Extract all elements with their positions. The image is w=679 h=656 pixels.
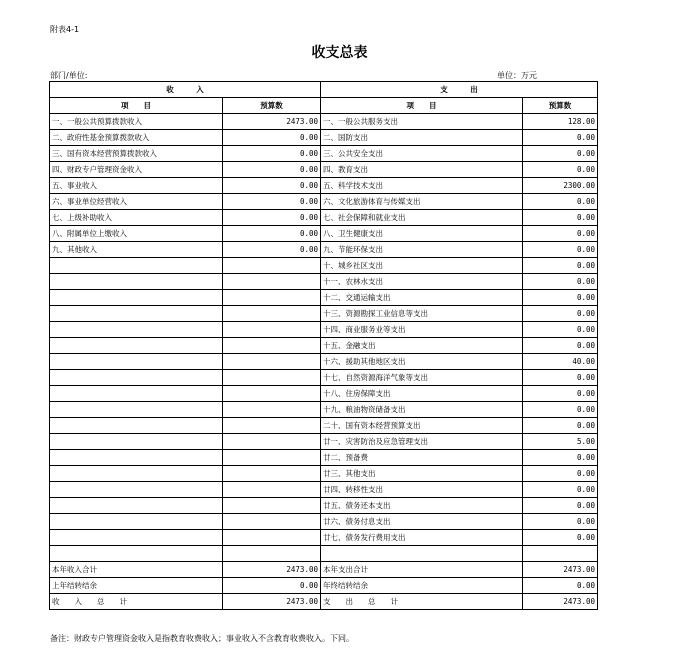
expense-item-cell: 十三、资源勘探工业信息等支出 xyxy=(321,306,523,322)
income-value-cell xyxy=(223,530,321,546)
total-row xyxy=(50,578,598,594)
expense-item-cell: 十六、援助其他地区支出 xyxy=(321,354,523,370)
expense-value-cell: 0.00 xyxy=(523,386,598,402)
income-item-cell xyxy=(50,434,223,450)
column-header-row xyxy=(50,98,598,114)
expense-item-cell: 十五、金融支出 xyxy=(321,338,523,354)
expense-item-cell: 廿三、其他支出 xyxy=(321,466,523,482)
income-value-cell xyxy=(223,402,321,418)
table-row xyxy=(50,402,598,418)
income-item-cell xyxy=(50,546,223,562)
income-value-cell xyxy=(223,434,321,450)
income-item-cell xyxy=(50,482,223,498)
expense-value-cell: 0.00 xyxy=(523,194,598,210)
table-row xyxy=(50,354,598,370)
income-item-cell: 一、一般公共预算拨款收入 xyxy=(50,114,223,130)
table-row xyxy=(50,514,598,530)
income-value-cell: 0.00 xyxy=(223,130,321,146)
income-budget-header: 预算数 xyxy=(223,98,321,114)
income-value-cell xyxy=(223,418,321,434)
income-item-cell: 二、政府性基金预算拨款收入 xyxy=(50,130,223,146)
income-item-cell: 九、其他收入 xyxy=(50,242,223,258)
expense-item-cell: 廿六、债务付息支出 xyxy=(321,514,523,530)
table-row xyxy=(50,370,598,386)
expense-item-cell: 廿二、预备费 xyxy=(321,450,523,466)
income-item-cell xyxy=(50,450,223,466)
table-row xyxy=(50,498,598,514)
expense-value-cell: 128.00 xyxy=(523,114,598,130)
table-row xyxy=(50,178,598,194)
expense-value-cell: 0.00 xyxy=(523,402,598,418)
income-item-cell: 五、事业收入 xyxy=(50,178,223,194)
income-total-value: 2473.00 xyxy=(223,562,321,578)
income-value-cell xyxy=(223,338,321,354)
income-item-cell xyxy=(50,258,223,274)
expense-value-cell xyxy=(523,546,598,562)
table-row xyxy=(50,450,598,466)
expense-header: 支 出 xyxy=(321,82,598,98)
income-value-cell xyxy=(223,354,321,370)
table-row xyxy=(50,290,598,306)
expense-total-value: 2473.00 xyxy=(523,562,598,578)
income-item-header: 项 目 xyxy=(50,98,223,114)
table-row xyxy=(50,322,598,338)
income-item-cell xyxy=(50,274,223,290)
table-row xyxy=(50,338,598,354)
expense-value-cell: 0.00 xyxy=(523,162,598,178)
table-row xyxy=(50,482,598,498)
income-value-cell xyxy=(223,322,321,338)
expense-value-cell: 0.00 xyxy=(523,466,598,482)
income-item-cell xyxy=(50,514,223,530)
table-row xyxy=(50,162,598,178)
expense-total-label: 年终结转结余 xyxy=(321,578,523,594)
expense-item-cell: 十二、交通运输支出 xyxy=(321,290,523,306)
table-row xyxy=(50,546,598,562)
income-value-cell: 0.00 xyxy=(223,178,321,194)
expense-value-cell: 0.00 xyxy=(523,322,598,338)
income-total-label: 上年结转结余 xyxy=(50,578,223,594)
expense-value-cell: 0.00 xyxy=(523,498,598,514)
income-total-value: 0.00 xyxy=(223,578,321,594)
expense-value-cell: 0.00 xyxy=(523,290,598,306)
income-item-cell xyxy=(50,354,223,370)
income-item-cell xyxy=(50,402,223,418)
income-value-cell xyxy=(223,546,321,562)
income-value-cell: 2473.00 xyxy=(223,114,321,130)
expense-value-cell: 0.00 xyxy=(523,226,598,242)
table-row xyxy=(50,146,598,162)
expense-value-cell: 0.00 xyxy=(523,450,598,466)
income-item-cell: 八、附属单位上缴收入 xyxy=(50,226,223,242)
table-row xyxy=(50,466,598,482)
expense-item-cell: 三、公共安全支出 xyxy=(321,146,523,162)
expense-item-cell: 四、教育支出 xyxy=(321,162,523,178)
table-row xyxy=(50,258,598,274)
expense-value-cell: 0.00 xyxy=(523,146,598,162)
income-value-cell: 0.00 xyxy=(223,162,321,178)
income-header: 收 入 xyxy=(50,82,321,98)
expense-item-cell xyxy=(321,546,523,562)
expense-value-cell: 0.00 xyxy=(523,242,598,258)
expense-item-cell: 十四、商业服务业等支出 xyxy=(321,322,523,338)
income-total-label: 收 入 总 计 xyxy=(50,594,223,610)
income-item-cell xyxy=(50,418,223,434)
expense-total-value: 0.00 xyxy=(523,578,598,594)
total-row xyxy=(50,594,598,610)
income-value-cell xyxy=(223,482,321,498)
expense-value-cell: 0.00 xyxy=(523,514,598,530)
expense-value-cell: 0.00 xyxy=(523,530,598,546)
table-row xyxy=(50,386,598,402)
expense-item-cell: 九、节能环保支出 xyxy=(321,242,523,258)
table-row xyxy=(50,242,598,258)
footnote: 备注：财政专户管理资金收入是指教育收费收入；事业收入不含教育收费收入。下同。 xyxy=(50,634,354,643)
department-label: 部门/单位: xyxy=(50,71,88,80)
unit-label: 单位：万元 xyxy=(497,71,537,80)
expense-item-cell: 廿四、转移性支出 xyxy=(321,482,523,498)
table-row xyxy=(50,418,598,434)
expense-value-cell: 5.00 xyxy=(523,434,598,450)
expense-item-cell: 廿一、灾害防治及应急管理支出 xyxy=(321,434,523,450)
income-value-cell: 0.00 xyxy=(223,210,321,226)
expense-value-cell: 0.00 xyxy=(523,418,598,434)
income-item-cell xyxy=(50,290,223,306)
income-item-cell xyxy=(50,306,223,322)
income-value-cell: 0.00 xyxy=(223,194,321,210)
total-row xyxy=(50,562,598,578)
expense-item-cell: 七、社会保障和就业支出 xyxy=(321,210,523,226)
income-item-cell: 三、国有资本经营预算拨款收入 xyxy=(50,146,223,162)
income-value-cell xyxy=(223,306,321,322)
expense-item-cell: 十一、农林水支出 xyxy=(321,274,523,290)
expense-item-cell: 八、卫生健康支出 xyxy=(321,226,523,242)
expense-budget-header: 预算数 xyxy=(523,98,598,114)
table-row xyxy=(50,434,598,450)
income-value-cell xyxy=(223,370,321,386)
table-row xyxy=(50,226,598,242)
expense-total-label: 支 出 总 计 xyxy=(321,594,523,610)
table-row xyxy=(50,274,598,290)
expense-value-cell: 0.00 xyxy=(523,482,598,498)
table-row xyxy=(50,114,598,130)
expense-item-cell: 十八、住房保障支出 xyxy=(321,386,523,402)
expense-value-cell: 0.00 xyxy=(523,258,598,274)
table-row xyxy=(50,306,598,322)
income-total-value: 2473.00 xyxy=(223,594,321,610)
income-item-cell: 四、财政专户管理资金收入 xyxy=(50,162,223,178)
income-total-label: 本年收入合计 xyxy=(50,562,223,578)
expense-item-header: 项 目 xyxy=(321,98,523,114)
income-item-cell xyxy=(50,338,223,354)
expense-item-cell: 二十、国有资本经营预算支出 xyxy=(321,418,523,434)
income-item-cell: 六、事业单位经营收入 xyxy=(50,194,223,210)
income-item-cell xyxy=(50,370,223,386)
expense-value-cell: 0.00 xyxy=(523,338,598,354)
income-item-cell xyxy=(50,386,223,402)
expense-value-cell: 0.00 xyxy=(523,130,598,146)
income-item-cell xyxy=(50,322,223,338)
attachment-number: 附表4-1 xyxy=(50,25,80,34)
page-title: 收支总表 xyxy=(311,45,368,61)
income-value-cell xyxy=(223,386,321,402)
income-value-cell xyxy=(223,514,321,530)
expense-item-cell: 十九、粮油物资储备支出 xyxy=(321,402,523,418)
income-value-cell xyxy=(223,274,321,290)
expense-value-cell: 0.00 xyxy=(523,210,598,226)
income-value-cell xyxy=(223,290,321,306)
expense-value-cell: 40.00 xyxy=(523,354,598,370)
expense-item-cell: 五、科学技术支出 xyxy=(321,178,523,194)
income-value-cell: 0.00 xyxy=(223,226,321,242)
table-row xyxy=(50,194,598,210)
table-row xyxy=(50,130,598,146)
income-value-cell xyxy=(223,450,321,466)
expense-value-cell: 0.00 xyxy=(523,306,598,322)
expense-item-cell: 一、一般公共服务支出 xyxy=(321,114,523,130)
income-item-cell xyxy=(50,530,223,546)
expense-value-cell: 0.00 xyxy=(523,274,598,290)
expense-total-value: 2473.00 xyxy=(523,594,598,610)
income-item-cell xyxy=(50,466,223,482)
expense-item-cell: 廿五、债务还本支出 xyxy=(321,498,523,514)
section-header-row xyxy=(50,82,598,98)
income-item-cell: 七、上级补助收入 xyxy=(50,210,223,226)
expense-value-cell: 0.00 xyxy=(523,370,598,386)
income-value-cell: 0.00 xyxy=(223,146,321,162)
table-row xyxy=(50,530,598,546)
income-item-cell xyxy=(50,498,223,514)
expense-item-cell: 廿七、债务发行费用支出 xyxy=(321,530,523,546)
expense-item-cell: 十、城乡社区支出 xyxy=(321,258,523,274)
table-row xyxy=(50,210,598,226)
expense-item-cell: 六、文化旅游体育与传媒支出 xyxy=(321,194,523,210)
income-value-cell xyxy=(223,498,321,514)
income-value-cell xyxy=(223,258,321,274)
income-value-cell xyxy=(223,466,321,482)
income-value-cell: 0.00 xyxy=(223,242,321,258)
expense-item-cell: 二、国防支出 xyxy=(321,130,523,146)
expense-item-cell: 十七、自然资源海洋气象等支出 xyxy=(321,370,523,386)
expense-total-label: 本年支出合计 xyxy=(321,562,523,578)
expense-value-cell: 2300.00 xyxy=(523,178,598,194)
budget-summary-table xyxy=(49,81,598,610)
